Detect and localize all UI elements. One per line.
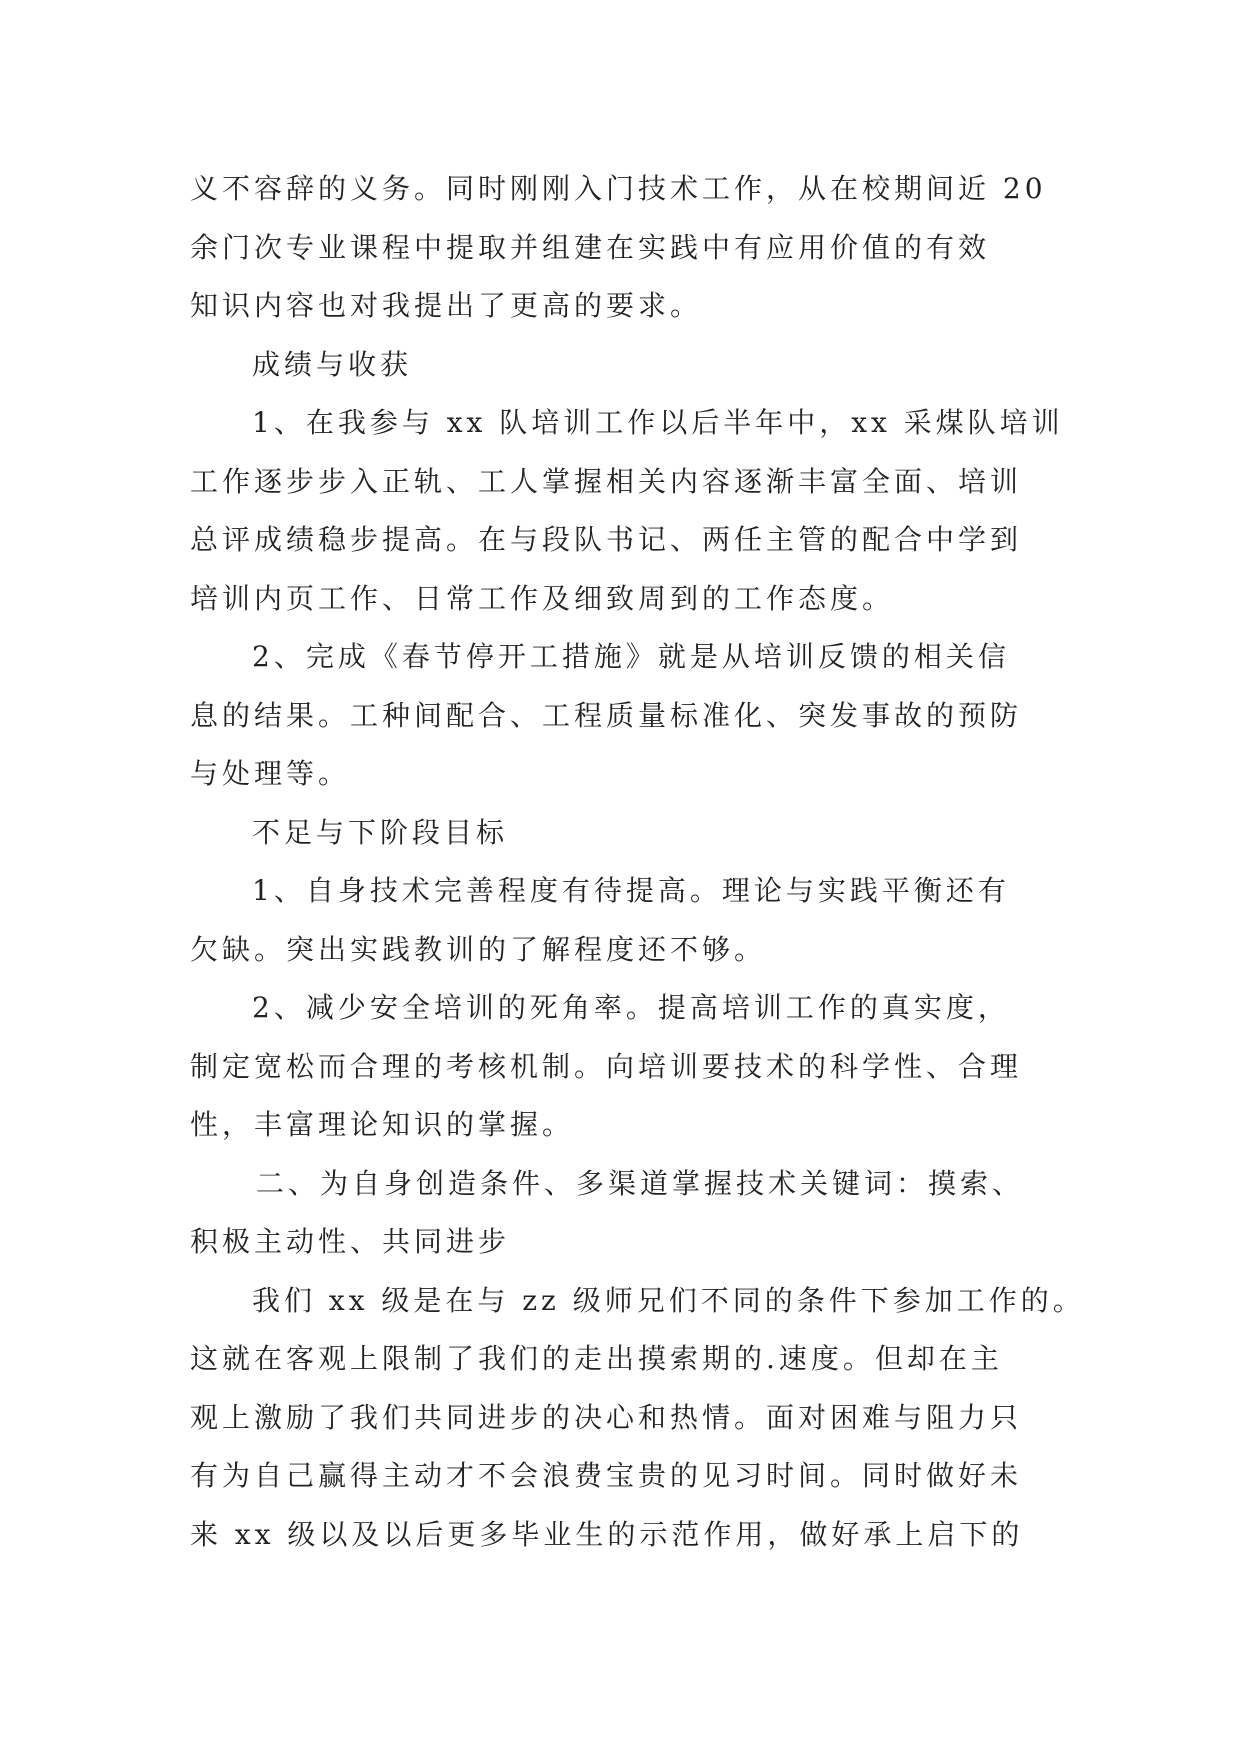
paragraph-line: 来 xx 级以及以后更多毕业生的示范作用，做好承上启下的 — [190, 1517, 1024, 1551]
paragraph-line: 这就在客观上限制了我们的走出摸索期的.速度。但却在主 — [190, 1342, 1003, 1375]
paragraph-line: 2、完成《春节停开工措施》就是从培训反馈的相关信 — [252, 640, 1010, 673]
paragraph-line: 知识内容也对我提出了更高的要求。 — [190, 289, 703, 322]
paragraph-line: 与处理等。 — [190, 757, 351, 790]
paragraph-line: 总评成绩稳步提高。在与段队书记、两任主管的配合中学到 — [190, 523, 1023, 556]
paragraph-line: 1、自身技术完善程度有待提高。理论与实践平衡还有 — [252, 874, 1010, 907]
paragraph-line: 2、减少安全培训的死角率。提高培训工作的真实度， — [252, 991, 1010, 1024]
section-heading-two: 二、为自身创造条件、多渠道掌握技术关键词：摸索、 — [256, 1166, 1025, 1200]
paragraph-line: 性，丰富理论知识的掌握。 — [190, 1108, 575, 1141]
paragraph-line: 余门次专业课程中提取并组建在实践中有应用价值的有效 — [190, 230, 991, 264]
section-heading-achievements: 成绩与收获 — [252, 347, 413, 381]
paragraph-line: 欠缺。突出实践教训的了解程度还不够。 — [190, 932, 767, 966]
paragraph-line: 我们 xx 级是在与 zz 级师兄们不同的条件下参加工作的。 — [252, 1283, 1085, 1317]
paragraph-line: 息的结果。工种间配合、工程质量标准化、突发事故的预防 — [190, 698, 1023, 732]
paragraph-line: 有为自己赢得主动才不会浪费宝贵的见习时间。同时做好未 — [190, 1459, 1023, 1492]
paragraph-line: 工作逐步步入正轨、工人掌握相关内容逐渐丰富全面、培训 — [190, 464, 1023, 498]
paragraph-line: 义不容辞的义务。同时刚刚入门技术工作，从在校期间近 20 — [190, 172, 1047, 205]
paragraph-line: 1、在我参与 xx 队培训工作以后半年中，xx 采煤队培训 — [252, 406, 1064, 439]
section-heading-shortcomings: 不足与下阶段目标 — [252, 815, 509, 849]
paragraph-line: 培训内页工作、日常工作及细致周到的工作态度。 — [190, 581, 895, 615]
paragraph-line: 观上激励了我们共同进步的决心和热情。面对困难与阻力只 — [190, 1400, 1023, 1434]
paragraph-line: 积极主动性、共同进步 — [190, 1225, 511, 1258]
paragraph-line: 制定宽松而合理的考核机制。向培训要技术的科学性、合理 — [190, 1049, 1023, 1083]
document-body — [190, 160, 1085, 1564]
